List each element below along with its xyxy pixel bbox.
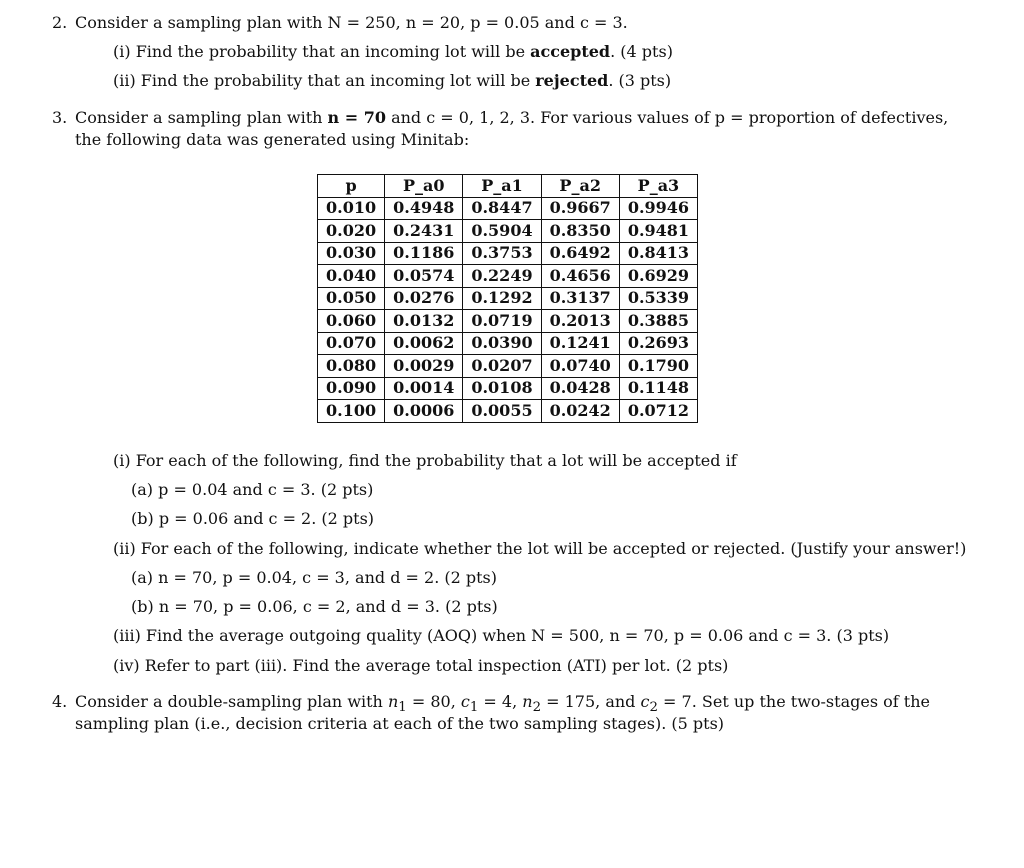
n1-symbol: n <box>387 692 399 711</box>
question-2-stem: Consider a sampling plan with N = 250, n = 20, p = 0.05 and c = 3. <box>75 13 628 32</box>
table-header-cell: P_a3 <box>619 175 697 198</box>
table-cell: 0.0062 <box>385 332 463 355</box>
table-cell: 0.1186 <box>385 242 463 265</box>
question-3-stem-line-1 <box>75 107 948 129</box>
question-3-stem-text: Consider a sampling plan with <box>75 108 328 127</box>
table-cell: 0.0132 <box>385 310 463 333</box>
sample-size-bold: n = 70 <box>327 108 386 127</box>
c1-subscript: 1 <box>469 700 479 716</box>
table-cell: 0.3137 <box>541 287 619 310</box>
table-row <box>318 220 698 243</box>
table-row <box>318 377 698 400</box>
question-2-part-ii-points: . (3 pts) <box>608 71 672 90</box>
table-cell: 0.020 <box>318 220 385 243</box>
table-header-cell: P_a0 <box>385 175 463 198</box>
question-2-number: 2. <box>52 13 68 32</box>
table-cell: 0.4948 <box>385 197 463 220</box>
n2-symbol: n <box>522 692 533 711</box>
accepted-keyword: accepted <box>530 42 611 61</box>
table-cell: 0.0242 <box>541 400 619 423</box>
question-3-part-ii-b: (b) n = 70, p = 0.06, c = 2, and d = 3. (2 pts) <box>131 597 498 616</box>
table-row <box>318 332 698 355</box>
n2-subscript: 2 <box>532 700 542 716</box>
table-cell: 0.080 <box>318 355 385 378</box>
table-cell: 0.6929 <box>619 265 697 288</box>
table-cell: 0.030 <box>318 242 385 265</box>
table-cell: 0.0719 <box>463 310 541 333</box>
c1-symbol: c <box>460 692 470 711</box>
table-cell: 0.0108 <box>463 377 541 400</box>
table-cell: 0.4656 <box>541 265 619 288</box>
table-cell: 0.2693 <box>619 332 697 355</box>
question-4-text: Consider a double-sampling plan with <box>75 692 388 711</box>
table-cell: 0.100 <box>318 400 385 423</box>
table-cell: 0.1292 <box>463 287 541 310</box>
question-3-part-iii: (iii) Find the average outgoing quality (AOQ) when N = 500, n = 70, p = 0.06 and c = 3. (3 pts) <box>113 626 890 645</box>
question-4-text: = 7. Set up the two-stages of the <box>657 692 930 711</box>
table-cell: 0.0207 <box>463 355 541 378</box>
question-3-stem-line-2: the following data was generated using Minitab: <box>75 130 470 149</box>
table-cell: 0.2431 <box>385 220 463 243</box>
table-cell: 0.1148 <box>619 377 697 400</box>
table-cell: 0.3885 <box>619 310 697 333</box>
table-cell: 0.0014 <box>385 377 463 400</box>
question-3-part-i-b: (b) p = 0.06 and c = 2. (2 pts) <box>131 509 375 528</box>
question-4-line-2: sampling plan (i.e., decision criteria at each of the two sampling stages). (5 pts) <box>75 714 725 733</box>
table-row <box>318 265 698 288</box>
question-2-part-ii-text: (ii) Find the probability that an incoming lot will be <box>113 71 536 90</box>
table-cell: 0.0428 <box>541 377 619 400</box>
table-cell: 0.0740 <box>541 355 619 378</box>
table-cell: 0.9946 <box>619 197 697 220</box>
table-cell: 0.090 <box>318 377 385 400</box>
table-header-cell: p <box>318 175 385 198</box>
question-4-text: = 4, <box>478 692 523 711</box>
table-row <box>318 310 698 333</box>
question-3-part-ii-a: (a) n = 70, p = 0.04, c = 3, and d = 2. (2 pts) <box>131 568 498 587</box>
table-cell: 0.8413 <box>619 242 697 265</box>
table-cell: 0.0276 <box>385 287 463 310</box>
table-cell: 0.1790 <box>619 355 697 378</box>
table-cell: 0.070 <box>318 332 385 355</box>
table-cell: 0.6492 <box>541 242 619 265</box>
table-cell: 0.2013 <box>541 310 619 333</box>
table-cell: 0.060 <box>318 310 385 333</box>
question-3-part-i: (i) For each of the following, find the probability that a lot will be accepted if <box>113 451 737 470</box>
table-cell: 0.0712 <box>619 400 697 423</box>
table-cell: 0.5339 <box>619 287 697 310</box>
table-cell: 0.0029 <box>385 355 463 378</box>
table-cell: 0.010 <box>318 197 385 220</box>
table-row <box>318 400 698 423</box>
table-header-cell: P_a1 <box>463 175 541 198</box>
question-2-part-ii <box>113 70 671 92</box>
question-4-text: = 80, <box>406 692 461 711</box>
question-2-part-i <box>113 41 673 63</box>
question-2-part-i-text: (i) Find the probability that an incoming lot will be <box>113 42 531 61</box>
table-cell: 0.8447 <box>463 197 541 220</box>
question-3-part-iv: (iv) Refer to part (iii). Find the average total inspection (ATI) per lot. (2 pts) <box>113 656 729 675</box>
table-cell: 0.050 <box>318 287 385 310</box>
question-3-number: 3. <box>52 108 68 127</box>
c2-symbol: c <box>640 692 650 711</box>
table-cell: 0.0006 <box>385 400 463 423</box>
rejected-keyword: rejected <box>535 71 609 90</box>
table-cell: 0.8350 <box>541 220 619 243</box>
c2-subscript: 2 <box>649 700 658 716</box>
table-header-row <box>318 175 698 198</box>
table-cell: 0.0390 <box>463 332 541 355</box>
table-cell: 0.9481 <box>619 220 697 243</box>
question-3-part-ii: (ii) For each of the following, indicate whether the lot will be accepted or rejected. (Justify your answer!) <box>113 539 967 558</box>
table-cell: 0.3753 <box>463 242 541 265</box>
table-cell: 0.2249 <box>463 265 541 288</box>
table-cell: 0.9667 <box>541 197 619 220</box>
question-2-part-i-points: . (4 pts) <box>610 42 673 61</box>
table-row <box>318 242 698 265</box>
table-cell: 0.040 <box>318 265 385 288</box>
table-cell: 0.0574 <box>385 265 463 288</box>
table-header-cell: P_a2 <box>541 175 619 198</box>
question-4-text: = 175, and <box>541 692 641 711</box>
question-3-stem-text-cont: and c = 0, 1, 2, 3. For various values of p = proportion of defectives, <box>385 108 949 127</box>
table-cell: 0.0055 <box>463 400 541 423</box>
question-3-part-i-a: (a) p = 0.04 and c = 3. (2 pts) <box>131 480 374 499</box>
table-row <box>318 197 698 220</box>
table-cell: 0.5904 <box>463 220 541 243</box>
question-4-number: 4. <box>52 692 68 711</box>
n1-subscript: 1 <box>398 700 407 716</box>
table-row <box>318 355 698 378</box>
oc-data-table <box>317 174 698 423</box>
table-cell: 0.1241 <box>541 332 619 355</box>
table-row <box>318 287 698 310</box>
